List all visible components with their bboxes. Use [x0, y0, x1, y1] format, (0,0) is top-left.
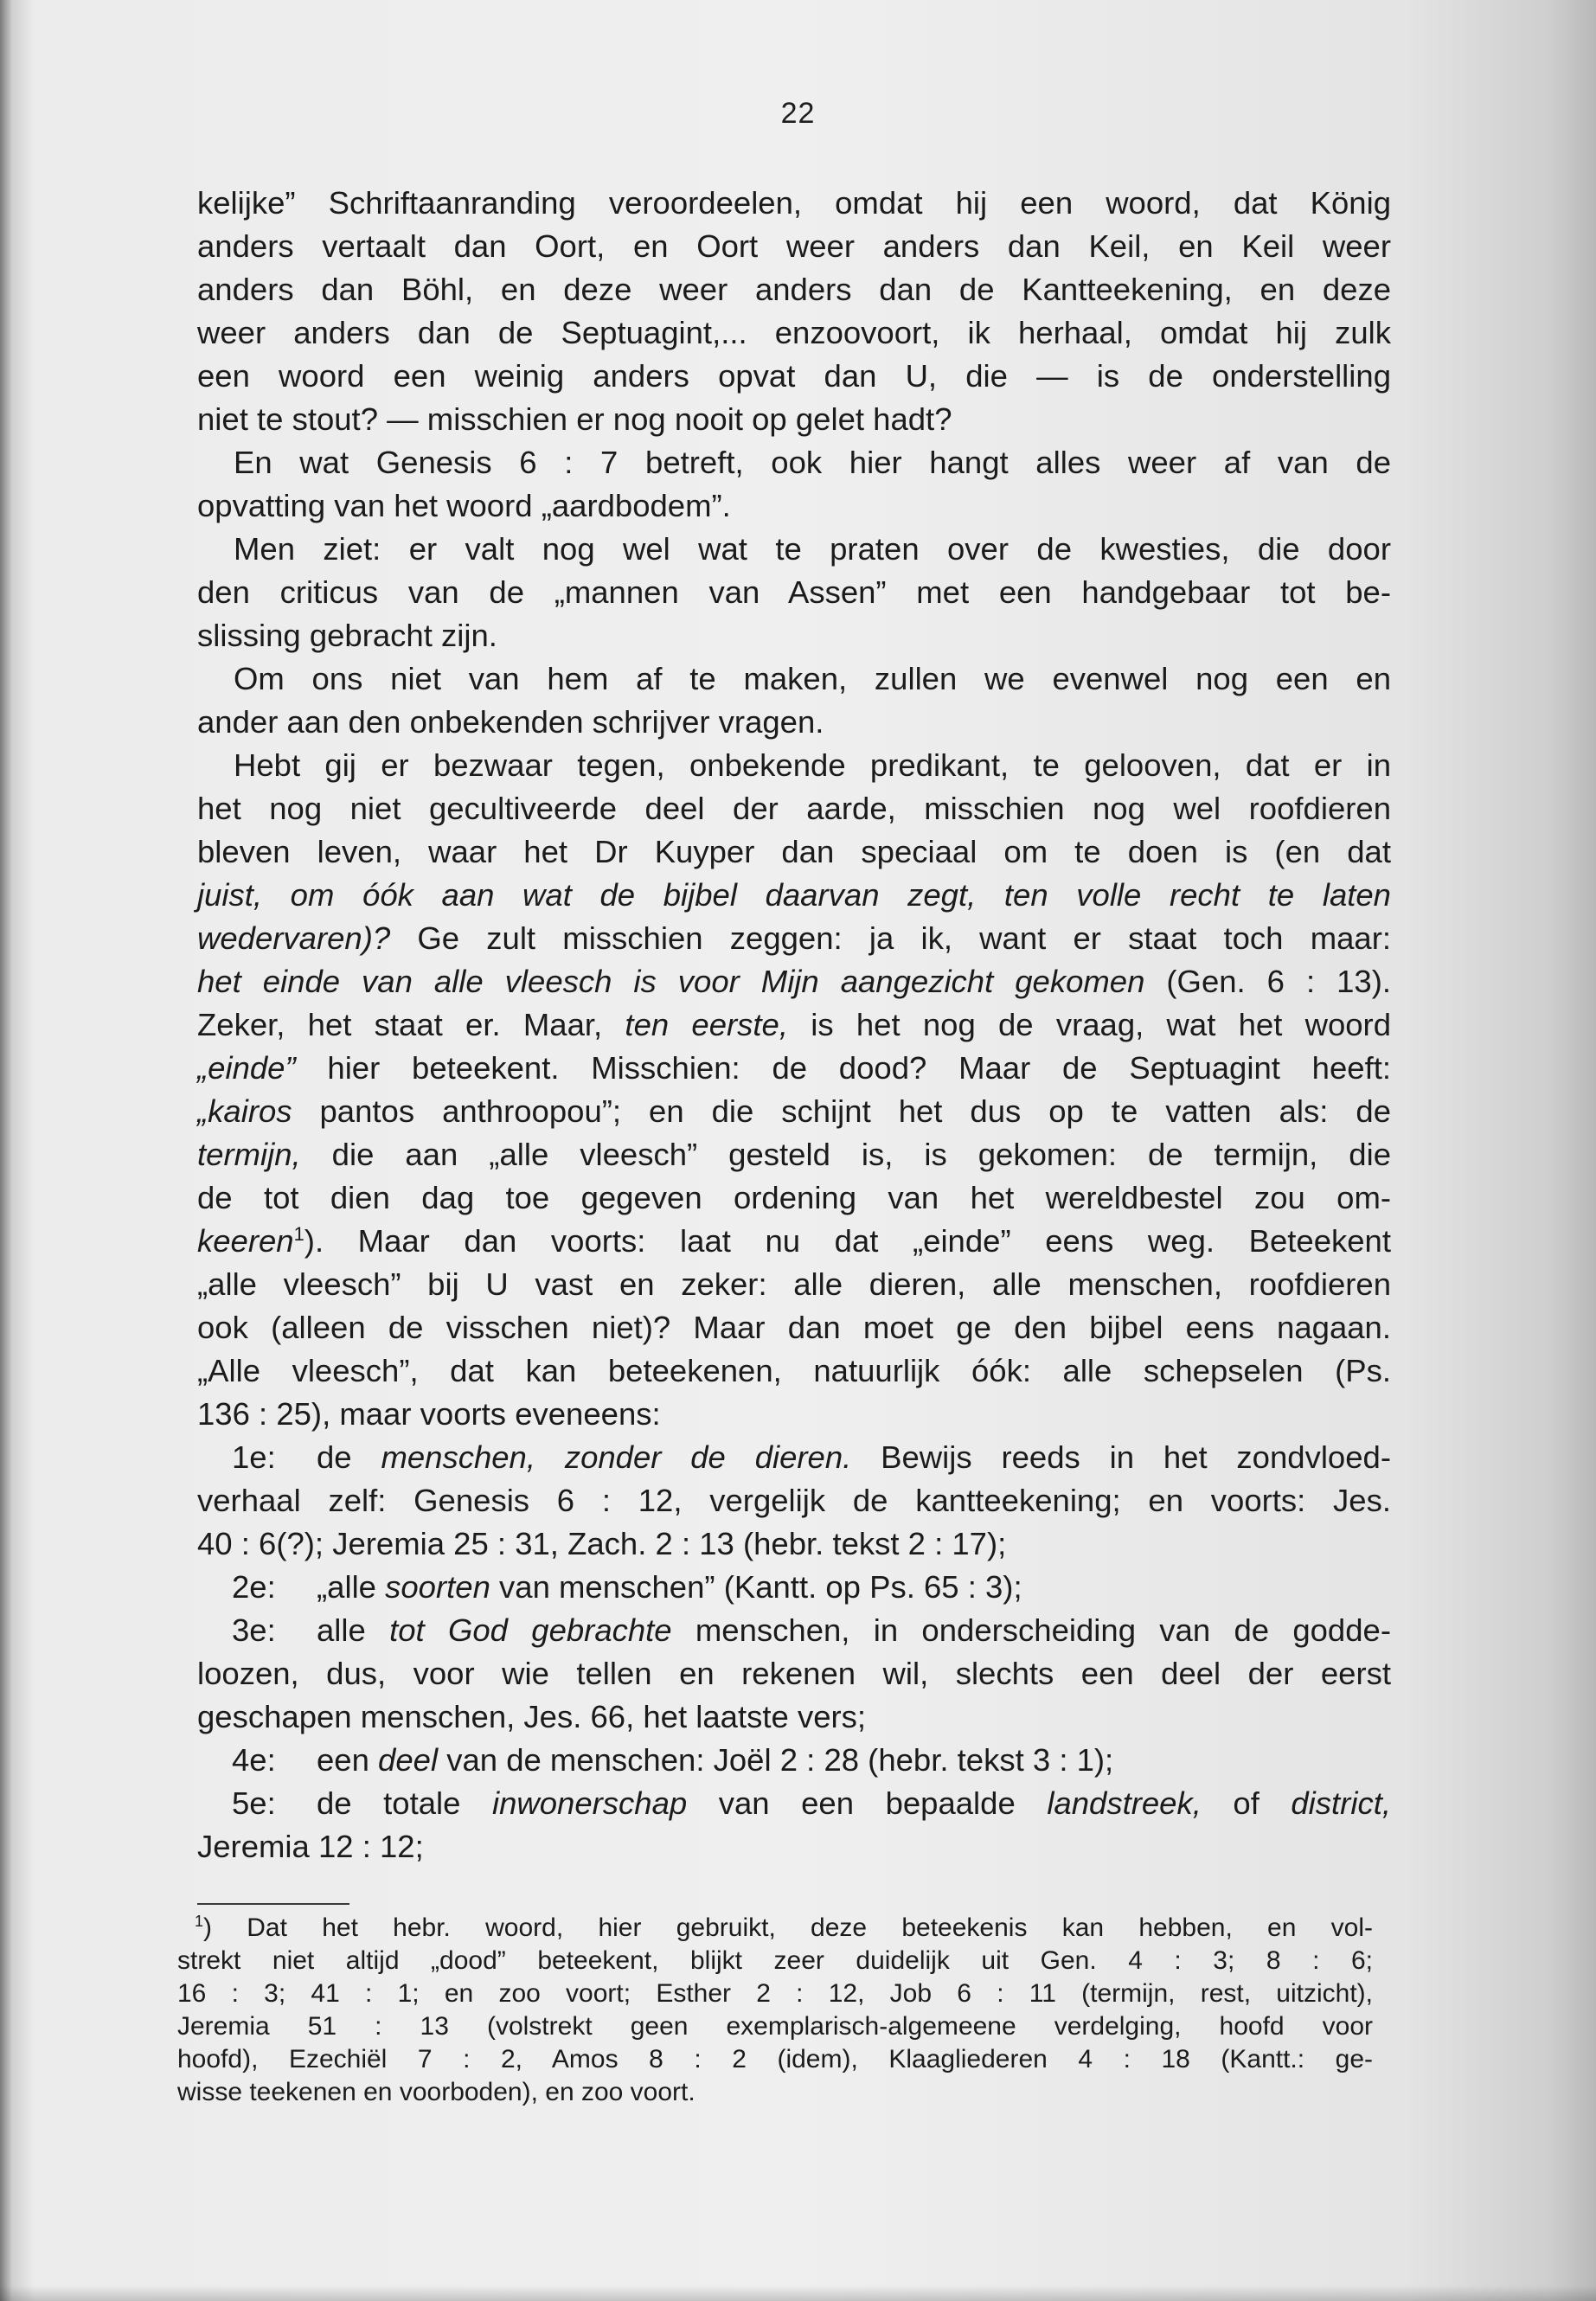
text-line: de tot dien dag toe gegeven ordening van het wereldbestel zou om- — [197, 1180, 1391, 1215]
text-line — [197, 1047, 1391, 1090]
text-run: (Gen. 6 : 13). — [1144, 964, 1391, 999]
text-line: het nog niet gecultiveerde deel der aarde, misschien nog wel roofdieren — [197, 791, 1391, 826]
text-line: weer anders dan de Septuagint,... enzoovoort, ik herhaal, omdat hij zulk — [197, 315, 1391, 350]
text-line: „alle vleesch” bij U vast en zeker: alle dieren, alle menschen, roofdieren — [197, 1266, 1391, 1302]
list-item — [197, 1609, 1391, 1652]
body-text — [197, 182, 1391, 1868]
text-line: ander aan den onbekenden schrijver vragen. — [197, 704, 824, 740]
text-run: hier beteekent. Misschien: de dood? Maar de Septuagint heeft: — [295, 1050, 1391, 1086]
text-run: alle — [317, 1612, 390, 1648]
italic-text: ten eerste, — [625, 1007, 788, 1042]
text-line: En wat Genesis 6 : 7 betreft, ook hier hangt alles weer af van de — [234, 445, 1391, 480]
text-line: 40 : 6(?); Jeremia 25 : 31, Zach. 2 : 13 (hebr. tekst 2 : 17); — [197, 1526, 1007, 1561]
text-line: Om ons niet van hem af te maken, zullen we evenwel nog een en — [234, 661, 1391, 696]
footnote-line: 16 : 3; 41 : 1; en zoo voort; Esther 2 : 12, Job 6 : 11 (termijn, rest, uitzicht), — [177, 1979, 1373, 2008]
text-line: verhaal zelf: Genesis 6 : 12, vergelijk de kantteekening; en voorts: Jes. — [197, 1483, 1391, 1518]
footnote-line: strekt niet altijd „dood” beteekent, blijkt zeer duidelijk uit Gen. 4 : 3; 8 : 6; — [177, 1946, 1373, 1975]
list-label: 1e: — [232, 1439, 276, 1475]
italic-text: keeren — [197, 1223, 294, 1259]
text-run: ) Dat het hebr. woord, hier gebruikt, deze beteekenis kan hebben, en vol- — [203, 1913, 1373, 1942]
text-line: kelijke” Schriftaanranding veroordeelen, omdat hij een woord, dat König — [197, 185, 1391, 221]
text-line: bleven leven, waar het Dr Kuyper dan speciaal om te doen is (en dat — [197, 834, 1391, 869]
text-line: Hebt gij er bezwaar tegen, onbekende predikant, te gelooven, dat er in — [234, 747, 1391, 783]
text-run: van menschen” (Kantt. op Ps. 65 : 3); — [490, 1569, 1022, 1605]
footnote-line — [177, 1912, 1373, 1945]
footnote-marker: 1 — [195, 1913, 204, 1930]
text-run: ). Maar dan voorts: laat nu dat „einde” eens weg. Beteekent — [304, 1223, 1391, 1259]
list-item — [197, 1436, 1391, 1479]
footnote-line: hoofd), Ezechiël 7 : 2, Amos 8 : 2 (idem), Klaagliederen 4 : 18 (Kantt.: ge- — [177, 2045, 1373, 2073]
text-run: van de menschen: Joël 2 : 28 (hebr. tekst 3 : 1); — [438, 1742, 1114, 1778]
text-line: den criticus van de „mannen van Assen” met een handgebaar tot be- — [197, 574, 1391, 610]
text-line: Men ziet: er valt nog wel wat te praten over de kwesties, die door — [234, 531, 1391, 567]
text-line — [197, 1220, 1391, 1263]
list-label: 3e: — [232, 1612, 276, 1648]
list-label: 2e: — [232, 1569, 276, 1605]
text-line — [197, 1003, 1391, 1047]
text-line: geschapen menschen, Jes. 66, het laatste vers; — [197, 1699, 867, 1734]
text-line — [197, 874, 1391, 917]
text-run: een — [317, 1742, 379, 1778]
text-run: of — [1201, 1785, 1292, 1821]
italic-text: termijn, — [197, 1137, 301, 1172]
text-line — [197, 960, 1391, 1003]
text-line: een woord een weinig anders opvat dan U, die — is de onderstelling — [197, 358, 1391, 394]
italic-text: „einde” — [197, 1050, 296, 1086]
text-line: anders dan Böhl, en deze weer anders dan de Kantteekening, en deze — [197, 272, 1391, 307]
italic-text: district, — [1291, 1785, 1391, 1821]
text-line: opvatting van het woord „aardbodem”. — [197, 488, 731, 523]
text-line: anders vertaalt dan Oort, en Oort weer anders dan Keil, en Keil weer — [197, 228, 1391, 264]
text-run: Ge zult misschien zeggen: ja ik, want er staat toch maar: — [390, 920, 1391, 956]
italic-text: het einde van alle vleesch is voor Mijn aangezicht gekomen — [197, 964, 1145, 999]
italic-text: landstreek, — [1047, 1785, 1202, 1821]
page-number: 22 — [780, 97, 816, 130]
text-run: die aan „alle vleesch” gesteld is, is gekomen: de termijn, die — [300, 1137, 1391, 1172]
italic-text: juist, om óók aan wat de bijbel daarvan zegt, ten volle recht te laten — [197, 877, 1391, 913]
text-line: niet te stout? — misschien er nog nooit op gelet hadt? — [197, 401, 952, 437]
text-run: is het nog de vraag, wat het woord — [788, 1007, 1391, 1042]
italic-text: wedervaren)? — [197, 920, 391, 956]
text-run: pantos anthroopou”; en die schijnt het dus op te vatten als: de — [292, 1093, 1391, 1129]
text-line: ook (alleen de visschen niet)? Maar dan moet ge den bijbel eens nagaan. — [197, 1310, 1391, 1345]
italic-text: soorten — [385, 1569, 490, 1605]
text-line — [197, 917, 1391, 960]
list-item — [197, 1739, 1391, 1782]
italic-text: deel — [378, 1742, 439, 1778]
footnote-reference: 1 — [293, 1222, 304, 1245]
text-line: 136 : 25), maar voorts eveneens: — [197, 1396, 661, 1432]
list-item — [197, 1566, 1391, 1609]
list-label: 4e: — [232, 1742, 276, 1778]
footnote-divider — [197, 1903, 349, 1905]
list-item — [197, 1782, 1391, 1825]
text-line: slissing gebracht zijn. — [197, 618, 497, 653]
text-line: loozen, dus, voor wie tellen en rekenen wil, slechts een deel der eerst — [197, 1656, 1391, 1691]
text-run: de — [317, 1439, 381, 1475]
italic-text: inwonerschap — [491, 1785, 688, 1821]
text-line — [197, 1133, 1391, 1176]
text-run: Zeker, het staat er. Maar, — [197, 1007, 625, 1042]
italic-text: tot God gebrachte — [389, 1612, 672, 1648]
text-line — [197, 1090, 1391, 1133]
footnote — [177, 1912, 1373, 2109]
text-line: Jeremia 12 : 12; — [197, 1829, 424, 1864]
text-run: de totale — [317, 1785, 492, 1821]
text-run: menschen, in onderscheiding van de godde- — [671, 1612, 1391, 1648]
footnote-line: Jeremia 51 : 13 (volstrekt geen exemplarisch-algemeene verdelging, hoofd voor — [177, 2012, 1373, 2041]
text-line: „Alle vleesch”, dat kan beteekenen, natuurlijk óók: alle schepselen (Ps. — [197, 1353, 1391, 1388]
text-run: van een bepaalde — [687, 1785, 1048, 1821]
list-label: 5e: — [232, 1785, 276, 1821]
text-run: „alle — [317, 1569, 386, 1605]
italic-text: „kairos — [197, 1093, 292, 1129]
italic-text: menschen, zonder de dieren. — [381, 1439, 852, 1475]
text-run: Bewijs reeds in het zondvloed- — [851, 1439, 1391, 1475]
footnote-line: wisse teekenen en voorboden), en zoo voort. — [177, 2078, 695, 2106]
